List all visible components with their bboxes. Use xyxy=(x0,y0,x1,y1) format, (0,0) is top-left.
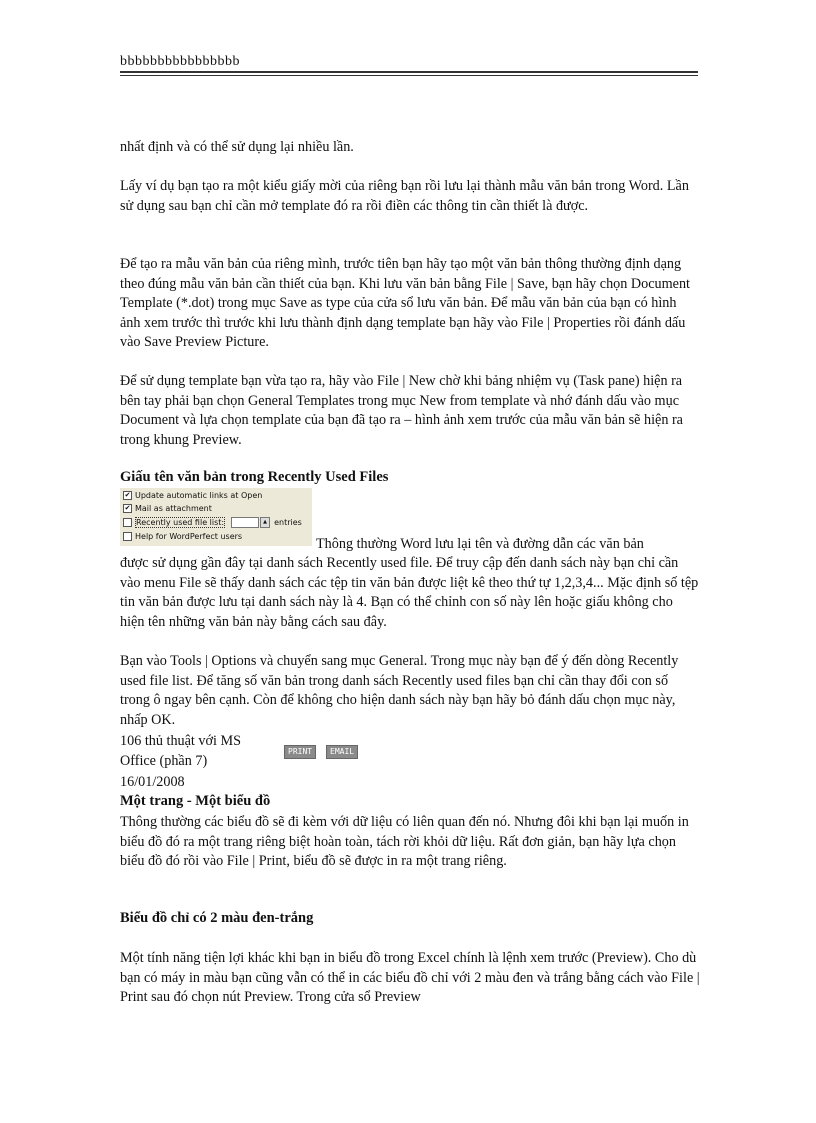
paragraph-1: nhất định và có thể sử dụng lại nhiều lần. xyxy=(120,139,354,155)
option-suffix: entries xyxy=(274,517,302,527)
option-label: Mail as attachment xyxy=(135,503,212,513)
heading-black-white-chart: Biểu đồ chỉ có 2 màu đen-trắng xyxy=(120,910,314,926)
paragraph-8: Một tính năng tiện lợi khác khi bạn in biểu đồ trong Excel chính là lệnh xem trước (Preview). Cho dù bạn có máy in màu bạn cũng vẫn có thể in các biểu đồ chỉ với 2 màu đen và trắng bằng cách vào File | Print sau đó chọn nút Preview. Trong cửa sổ Preview xyxy=(120,950,700,1005)
options-dialog-image xyxy=(120,488,312,546)
heading-one-page-one-chart: Một trang - Một biểu đồ xyxy=(120,793,271,809)
option-row xyxy=(123,530,242,542)
spin-arrows-icon: ▲ xyxy=(260,517,270,528)
paragraph-6: Bạn vào Tools | Options và chuyển sang mục General. Trong mục này bạn để ý đến dòng Recently used file list. Để tăng số văn bản trong danh sách Recently used files bạn chỉ cần thay đổi con số trong ô ngay bên cạnh. Còn để không cho hiện danh sách này bạn hãy bỏ đánh dấu chọn mục này, nhấp OK. xyxy=(120,653,679,728)
checkbox-unchecked xyxy=(123,518,132,527)
option-row xyxy=(123,489,262,501)
article-title-line-2: Office (phần 7) xyxy=(120,753,208,769)
header-rule-thick xyxy=(120,71,698,73)
page-header-text: bbbbbbbbbbbbbbbb xyxy=(120,54,240,69)
heading-recently-used: Giấu tên văn bản trong Recently Used Files xyxy=(120,469,389,485)
checkbox-unchecked xyxy=(123,532,132,541)
option-label: Recently used file list: xyxy=(136,517,225,527)
paragraph-5: được sử dụng gần đây tại danh sách Recently used file. Để truy cập đến danh sách này bạn chỉ cần vào menu File sẽ thấy danh sách các tệp tin văn bản được liệt kê theo thứ tự 1,2,3,4... Mặc định số tệp tin văn bản được lưu tại danh sách này là 4. Bạn có thể chỉnh con số này lên hoặc giấu không cho hiện tên những văn bản này bằng cách sau đây. xyxy=(120,555,699,630)
email-button[interactable]: EMAIL xyxy=(326,745,358,759)
option-row xyxy=(123,516,302,528)
spin-input xyxy=(231,517,259,528)
paragraph-7: Thông thường các biểu đồ sẽ đi kèm với dữ liệu có liên quan đến nó. Nhưng đôi khi bạn lại muốn in biểu đồ đó ra một trang riêng biệt hoàn toàn, tách rời khỏi dữ liệu. Rất đơn giản, bạn hãy lựa chọn biểu đồ đó rồi vào File | Print, biểu đồ sẽ được in ra một trang riêng. xyxy=(120,814,689,869)
option-label: Help for WordPerfect users xyxy=(135,531,243,541)
paragraph-4: Để sử dụng template bạn vừa tạo ra, hãy vào File | New chờ khi bảng nhiệm vụ (Task pane) hiện ra bên tay phải bạn chọn General Templates trong mục New from template và nhớ đánh dấu vào mục Document và lựa chọn template của bạn đã tạo ra – hình ảnh xem trước của mẫu văn bản sẽ hiện ra trong khung Preview. xyxy=(120,373,683,448)
paragraph-2: Lấy ví dụ bạn tạo ra một kiểu giấy mời của riêng bạn rồi lưu lại thành mẫu văn bản trong Word. Lần sử dụng sau bạn chỉ cần mở template đó ra rồi điền các thông tin cần thiết là được. xyxy=(120,178,689,214)
article-title-line-1: 106 thủ thuật với MS xyxy=(120,733,242,749)
paragraph-3: Để tạo ra mẫu văn bản của riêng mình, trước tiên bạn hãy tạo một văn bản thông thường định dạng theo đúng mẫu văn bản cần thiết của bạn. Khi lưu văn bản bằng File | Save, bạn hãy chọn Document Template (*.dot) trong mục Save as type của cửa sổ lưu văn bản. Để mẫu văn bản của bạn có hình ảnh xem trước thì trước khi lưu thành định dạng template bạn hãy vào File | Properties rồi đánh dấu vào Save Preview Picture. xyxy=(120,256,690,350)
header-rule-thin xyxy=(120,75,698,76)
option-label: Update automatic links at Open xyxy=(135,490,263,500)
article-date: 16/01/2008 xyxy=(120,774,185,790)
checkbox-checked: ✔ xyxy=(124,490,131,499)
checkbox-checked: ✔ xyxy=(124,503,131,512)
option-row xyxy=(123,502,212,514)
paragraph-5-first-line: Thông thường Word lưu lại tên và đường dẫn các văn bản xyxy=(316,536,644,552)
print-button[interactable]: PRINT xyxy=(284,745,316,759)
